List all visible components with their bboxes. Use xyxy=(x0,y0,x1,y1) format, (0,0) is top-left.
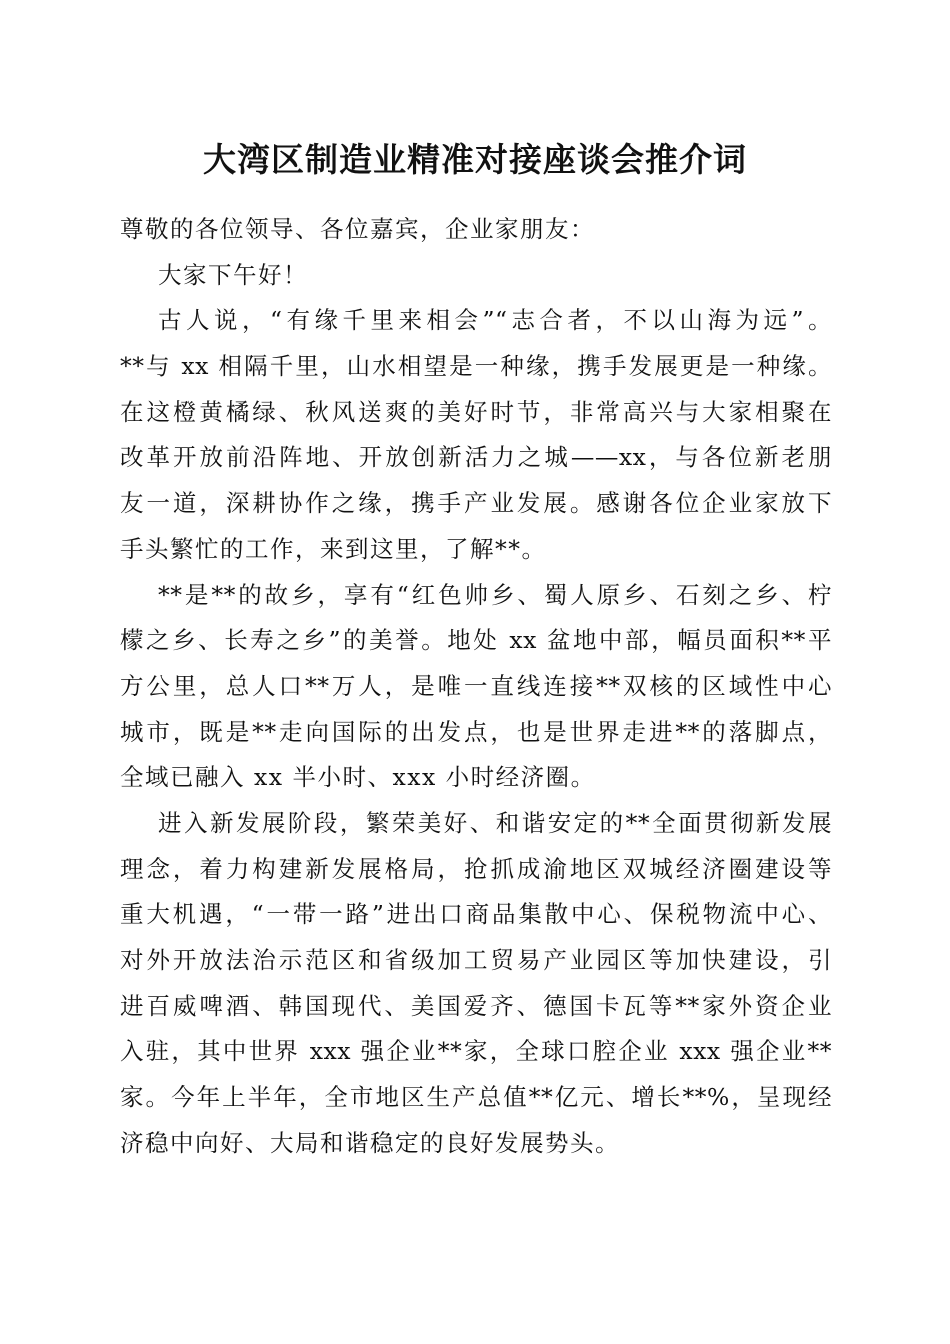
text-line: 改革开放前沿阵地、开放创新活力之城——xx，与各位新老朋 xyxy=(120,443,832,472)
text-line: 入驻，其中世界 xxx 强企业**家，全球口腔企业 xxx 强企业** xyxy=(120,1037,832,1066)
text-line: 城市，既是**走向国际的出发点，也是世界走进**的落脚点， xyxy=(120,717,832,746)
text-line: 在这橙黄橘绿、秋风送爽的美好时节，非常高兴与大家相聚在 xyxy=(120,397,832,426)
document-title: 大湾区制造业精准对接座谈会推介词 xyxy=(203,140,747,179)
text-line: 全域已融入 xx 半小时、xxx 小时经济圈。 xyxy=(120,763,596,792)
text-line: 方公里，总人口**万人，是唯一直线连接**双核的区域性中心 xyxy=(120,671,832,700)
text-line: 家。今年上半年，全市地区生产总值**亿元、增长**%，呈现经 xyxy=(120,1083,832,1112)
text-line: **与 xx 相隔千里，山水相望是一种缘，携手发展更是一种缘。 xyxy=(120,352,832,381)
text-line: 对外开放法治示范区和省级加工贸易产业园区等加快建设，引 xyxy=(120,946,832,974)
text-line: 大家下午好！ xyxy=(158,260,308,289)
text-line: 重大机遇，“一带一路”进出口商品集散中心、保税物流中心、 xyxy=(120,900,832,929)
text-line: 手头繁忙的工作，来到这里，了解**。 xyxy=(120,534,547,563)
text-line: 理念，着力构建新发展格局，抢抓成渝地区双城经济圈建设等 xyxy=(120,854,832,883)
text-line: 进入新发展阶段，繁荣美好、和谐安定的**全面贯彻新发展 xyxy=(158,808,832,837)
text-line: 友一道，深耕协作之缘，携手产业发展。感谢各位企业家放下 xyxy=(120,489,832,518)
text-line: 檬之乡、长寿之乡”的美誉。地处 xx 盆地中部，幅员面积**平 xyxy=(120,626,832,655)
text-line: 古人说，“有缘千里来相会”“志合者，不以山海为远”。 xyxy=(158,306,832,335)
document-body xyxy=(120,207,832,1166)
text-line: 济稳中向好、大局和谐稳定的良好发展势头。 xyxy=(120,1128,620,1157)
text-line: 尊敬的各位领导、各位嘉宾，企业家朋友： xyxy=(120,215,595,243)
text-line: 进百威啤酒、韩国现代、美国爱齐、德国卡瓦等**家外资企业 xyxy=(120,991,832,1020)
text-line: **是**的故乡，享有“红色帅乡、蜀人原乡、石刻之乡、柠 xyxy=(158,580,832,609)
